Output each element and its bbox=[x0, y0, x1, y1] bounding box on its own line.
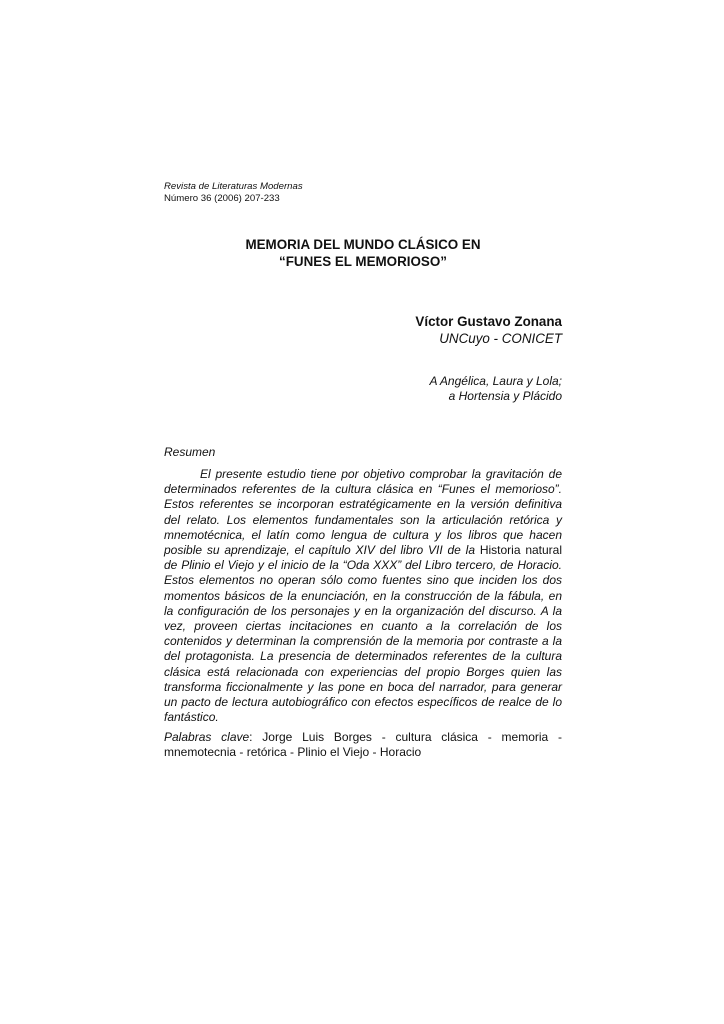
keywords-line-2: mnemotecnia - retórica - Plinio el Viejo - Horacio bbox=[164, 745, 422, 760]
keywords-line-1 bbox=[164, 730, 562, 745]
keywords-label: Palabras clave bbox=[164, 730, 250, 744]
abstract-line: del protagonista. La presencia de determinados referentes de la cultura bbox=[164, 649, 562, 664]
abstract-line: momentos básicos de la enunciación, en la construcción de la fábula, en bbox=[164, 588, 562, 603]
journal-name: Revista de Literaturas Modernas bbox=[164, 181, 303, 192]
abstract-line: fantástico. bbox=[164, 710, 219, 725]
journal-header bbox=[164, 181, 303, 204]
abstract-line bbox=[164, 543, 562, 558]
author-name: Víctor Gustavo Zonana bbox=[415, 314, 562, 329]
abstract-line: vez, proveen ciertas incitaciones en cuanto a la correlación de los bbox=[164, 619, 562, 634]
author-block bbox=[415, 313, 562, 347]
abstract-line: Estos elementos no operan sólo como fuentes sino que inciden los dos bbox=[164, 573, 562, 588]
abstract-body bbox=[164, 467, 562, 725]
abstract-line: El presente estudio tiene por objetivo comprobar la gravitación de bbox=[200, 467, 562, 481]
abstract-line: mnemotécnica, el latín como lengua de cultura y los libros que hacen bbox=[164, 527, 562, 542]
title-line-1: MEMORIA DEL MUNDO CLÁSICO EN bbox=[245, 237, 481, 252]
book-title-historia-natural: Historia natural bbox=[479, 543, 563, 558]
dedication-line-1: A Angélica, Laura y Lola; bbox=[429, 374, 562, 388]
abstract-line: de Plinio el Viejo y el inicio de la “Oda XXX” del Libro tercero, de Horacio. bbox=[164, 558, 562, 573]
dedication-line-2: a Hortensia y Plácido bbox=[448, 389, 562, 404]
dedication bbox=[429, 374, 562, 405]
abstract-line: un pacto de lectura autobiográfico con efectos específicos de realce de lo bbox=[164, 695, 562, 710]
keywords-list-part-1: : Jorge Luis Borges - cultura clásica - memoria - bbox=[249, 730, 562, 744]
issue-info: Número 36 (2006) 207-233 bbox=[164, 192, 280, 204]
abstract-line: la configuración de los personajes y en la organización del discurso. A la bbox=[164, 603, 562, 618]
abstract-line: del relato. Los elementos fundamentales son la articulación retórica y bbox=[164, 512, 562, 527]
keywords bbox=[164, 730, 562, 760]
abstract-text-segment: posible su aprendizaje, el capítulo XIV del libro VII de la bbox=[164, 543, 480, 558]
abstract-line: transforma ficcionalmente y las pone en boca del narrador, para generar bbox=[164, 679, 562, 694]
author-affiliation: UNCuyo - CONICET bbox=[439, 331, 562, 346]
abstract-line: determinados referentes de la cultura clásica en “Funes el memorioso”. bbox=[164, 482, 562, 497]
abstract-heading: Resumen bbox=[164, 445, 216, 459]
abstract-line: Estos referentes se incorporan estratégicamente en la versión definitiva bbox=[164, 497, 562, 512]
title-line-2: “FUNES EL MEMORIOSO” bbox=[279, 254, 447, 269]
abstract-line: clásica está relacionada con experiencias del propio Borges quien las bbox=[164, 664, 562, 679]
article-title bbox=[164, 236, 562, 270]
abstract-line: contenidos y determinan la comprensión de la memoria por contraste a la bbox=[164, 634, 562, 649]
